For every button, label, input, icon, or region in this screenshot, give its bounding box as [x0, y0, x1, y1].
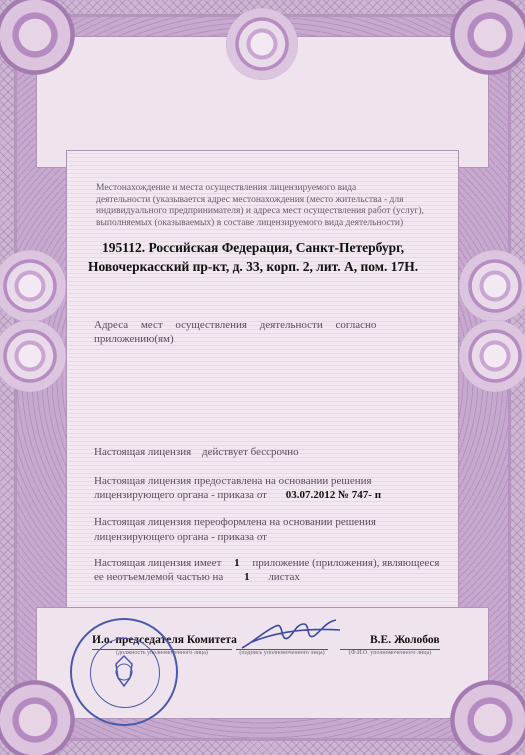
position-caption: (должность уполномоченного лица): [92, 649, 232, 656]
address-heading-line-3: индивидуального предпринимателя) и адреса мест осуществления работ (услуг),: [96, 206, 424, 216]
official-stamp: [70, 618, 178, 726]
name-caption: (Ф.И.О. уполномоченного лица): [340, 649, 440, 656]
appendix-text-b: приложение (приложения), являющееся: [252, 557, 440, 569]
reissued-line-1: Настоящая лицензия переоформлена на основании решения: [94, 516, 376, 528]
appendix-line-1: [94, 556, 439, 570]
reissued-line-2: лицензирующего органа - приказа от: [94, 531, 267, 543]
appendix-count: 1: [234, 557, 240, 569]
activity-places-line-2: приложению(ям): [94, 333, 174, 345]
stamp-emblem: [72, 620, 176, 724]
signatory-position: И.о. председателя Комитета: [92, 634, 237, 646]
validity-line: [94, 445, 299, 459]
signature-caption: (подпись уполномоченного лица): [236, 649, 328, 656]
address-heading: [96, 183, 436, 229]
appendix-line-2: [94, 570, 300, 584]
granted-line-2: [94, 488, 381, 502]
granted-line-1: Настоящая лицензия предоставлена на основании решения: [94, 475, 372, 487]
validity-value: действует бессрочно: [201, 446, 299, 458]
address-line-2: Новочеркасский пр-кт, д. 33, корп. 2, лит. А, пом. 17Н.: [88, 259, 419, 274]
appendix-text-c: ее неотъемлемой частью на: [94, 571, 224, 583]
address-heading-line-1: Местонахождение и места осуществления лицензируемого вида: [96, 183, 357, 193]
address-heading-line-2: деятельности (указывается адрес местонахождения (место жительства - для: [96, 194, 404, 205]
address-line-1: 195112. Российская Федерация, Санкт-Петербург,: [102, 240, 405, 255]
granted-order-label: лицензирующего органа - приказа от: [94, 489, 267, 501]
signatory-name: В.Е. Жолобов: [370, 634, 440, 646]
appendix-text-d: листах: [268, 571, 300, 583]
validity-label: Настоящая лицензия: [94, 446, 192, 458]
appendix-sheets: 1: [244, 571, 250, 583]
address-heading-line-4: выполняемых (оказываемых) в составе лицензируемого вида деятельности): [96, 217, 404, 228]
appendix-text-a: Настоящая лицензия имеет: [94, 557, 222, 569]
granted-order-number: 03.07.2012 № 747- п: [285, 489, 382, 501]
activity-places-line-1: Адреса мест осуществления деятельности согласно: [94, 319, 377, 331]
